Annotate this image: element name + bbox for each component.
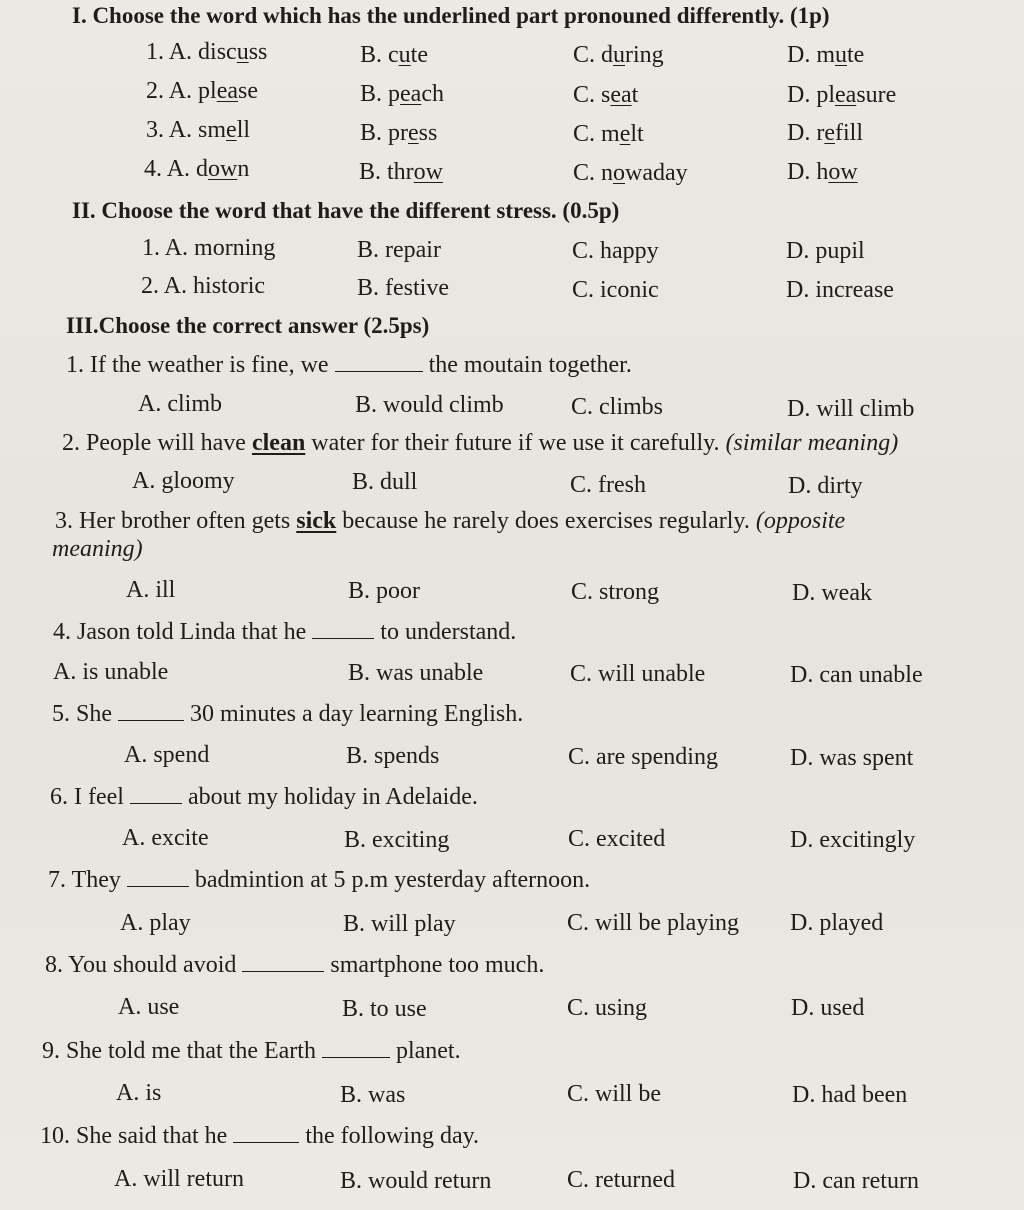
s3-q4-option-b: B. was unable [348, 660, 484, 686]
s3-q7-option-d: D. played [790, 910, 884, 936]
s3-q8-option-c: C. using [567, 995, 648, 1021]
answer-blank [233, 1124, 299, 1143]
s2-q2-option-a: 2. A. historic [141, 273, 266, 299]
s1-q1-option-c: C. during [573, 42, 664, 68]
s3-q3-stem-note: meaning) [52, 536, 143, 562]
s3-q5-option-a: A. spend [124, 742, 210, 768]
answer-blank [322, 1039, 390, 1058]
answer-blank [130, 785, 182, 804]
s1-q4-option-c: C. nowaday [573, 160, 688, 186]
s3-q7-option-c: C. will be playing [567, 910, 739, 936]
s3-q4-option-c: C. will unable [570, 661, 706, 687]
s3-q7-stem: 7. They badmintion at 5 p.m yesterday afternoon. [48, 867, 591, 893]
section1-heading: I. Choose the word which has the underlined part pronouned differently. (1p) [72, 3, 830, 28]
s3-q8-option-a: A. use [118, 994, 180, 1020]
s3-q9-option-d: D. had been [792, 1082, 908, 1108]
s3-q1-stem: 1. If the weather is fine, we the moutain together. [66, 352, 632, 378]
s3-q6-option-d: D. excitingly [790, 827, 916, 853]
s3-q2-stem: 2. People will have clean water for their future if we use it carefully. (similar meaning) [62, 430, 899, 456]
s1-q4-option-a: 4. A. down [144, 156, 250, 182]
s1-q2-option-d: D. pleasure [787, 82, 897, 108]
s3-q1-option-c: C. climbs [571, 394, 664, 420]
s2-q1-option-c: C. happy [572, 238, 659, 264]
s1-q1-option-a: 1. A. discuss [146, 39, 268, 65]
s3-q5-option-b: B. spends [346, 743, 440, 769]
s1-q4-option-d: D. how [787, 159, 858, 185]
s3-q5-option-d: D. was spent [790, 745, 914, 771]
s2-q1-option-a: 1. A. morning [142, 235, 276, 261]
s3-q9-option-a: A. is [116, 1080, 162, 1106]
s1-q3-option-d: D. refill [787, 120, 863, 146]
s1-q3-option-b: B. press [360, 120, 438, 146]
s3-q4-stem: 4. Jason told Linda that he to understand. [53, 619, 517, 645]
s3-q2-option-a: A. gloomy [132, 468, 235, 494]
s1-q1-option-b: B. cute [360, 42, 428, 68]
s1-q4-option-b: B. throw [359, 159, 444, 185]
answer-blank [312, 620, 374, 639]
s3-q9-option-c: C. will be [567, 1081, 661, 1107]
s3-q10-option-b: B. would return [340, 1168, 492, 1194]
s2-q2-option-d: D. increase [786, 277, 894, 303]
answer-blank [118, 702, 184, 721]
s3-q6-stem: 6. I feel about my holiday in Adelaide. [50, 784, 478, 810]
answer-blank [335, 353, 423, 372]
s3-q1-option-b: B. would climb [355, 392, 504, 418]
s3-q6-option-b: B. exciting [344, 827, 450, 853]
s3-q3-option-d: D. weak [792, 580, 872, 606]
s3-q8-option-b: B. to use [342, 996, 427, 1022]
s3-q6-option-a: A. excite [122, 825, 209, 851]
s3-q10-option-a: A. will return [114, 1166, 244, 1192]
s3-q10-stem: 10. She said that he the following day. [40, 1123, 480, 1149]
s3-q4-option-a: A. is unable [53, 659, 169, 685]
s1-q2-option-b: B. peach [360, 81, 444, 107]
s1-q2-option-c: C. seat [573, 82, 639, 108]
s3-q5-stem: 5. She 30 minutes a day learning English. [52, 701, 524, 727]
s3-q2-option-c: C. fresh [570, 472, 646, 498]
s3-q7-option-b: B. will play [343, 911, 456, 937]
s2-q1-option-b: B. repair [357, 237, 441, 263]
s2-q2-option-b: B. festive [357, 275, 449, 301]
s3-q1-option-a: A. climb [138, 391, 222, 417]
s3-q7-option-a: A. play [120, 910, 191, 936]
s3-q5-option-c: C. are spending [568, 744, 718, 770]
answer-blank [242, 953, 324, 972]
answer-blank [127, 868, 189, 887]
s3-q10-option-d: D. can return [793, 1168, 919, 1194]
s3-q8-option-d: D. used [791, 995, 865, 1021]
s3-q10-option-c: C. returned [567, 1167, 675, 1193]
s2-q1-option-d: D. pupil [786, 238, 865, 264]
s1-q3-option-a: 3. A. smell [146, 117, 251, 143]
s3-q6-option-c: C. excited [568, 826, 666, 852]
s1-q3-option-c: C. melt [573, 121, 644, 147]
s2-q2-option-c: C. iconic [572, 277, 659, 303]
s3-q3-option-c: C. strong [571, 579, 660, 605]
s3-q3-option-a: A. ill [126, 577, 176, 603]
s3-q2-option-d: D. dirty [788, 473, 863, 499]
section2-heading: II. Choose the word that have the different stress. (0.5p) [72, 198, 620, 223]
s3-q2-option-b: B. dull [352, 469, 418, 495]
section3-heading: III.Choose the correct answer (2.5ps) [66, 313, 430, 338]
s3-q3-stem: 3. Her brother often gets sick because he rarely does exercises regularly. (opposite [55, 508, 846, 534]
s3-q1-option-d: D. will climb [787, 396, 915, 422]
s3-q4-option-d: D. can unable [790, 662, 923, 688]
s3-q9-stem: 9. She told me that the Earth planet. [42, 1038, 461, 1064]
s3-q3-option-b: B. poor [348, 578, 420, 604]
s1-q2-option-a: 2. A. please [146, 78, 258, 104]
s3-q8-stem: 8. You should avoid smartphone too much. [45, 952, 545, 978]
s3-q9-option-b: B. was [340, 1082, 406, 1108]
s1-q1-option-d: D. mute [787, 42, 865, 68]
